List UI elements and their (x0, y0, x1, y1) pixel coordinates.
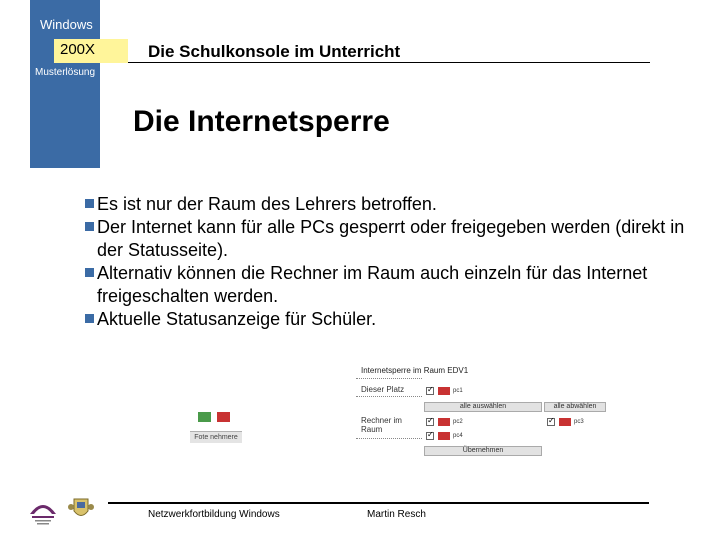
pc4-label: pc4 (453, 433, 463, 439)
bullet-item: Es ist nur der Raum des Lehrers betroffen. (85, 193, 685, 216)
internet-lock-dialog (348, 366, 610, 459)
status-flags (198, 408, 232, 426)
header-title: Die Schulkonsole im Unterricht (148, 42, 401, 61)
subtitle-label: Musterlösung (35, 67, 96, 78)
status-mini-panel (190, 405, 242, 445)
footer-author: Martin Resch (367, 509, 426, 520)
select-all-button[interactable]: alle auswählen (424, 402, 542, 412)
divider (356, 438, 422, 439)
lock-icon (438, 387, 450, 395)
divider (356, 378, 422, 379)
pc1-checkbox[interactable] (426, 387, 434, 395)
os-label: Windows (40, 17, 93, 32)
pc2-label: pc2 (453, 419, 463, 425)
apply-button[interactable]: Übernehmen (424, 446, 542, 456)
row2-label-line2: Raum (361, 425, 383, 434)
internet-on-icon (198, 412, 211, 422)
footer-left-text: Netzwerkfortbildung Windows (148, 509, 280, 520)
page-title: Die Internetsperre (133, 105, 390, 138)
version-badge: 200X (54, 39, 128, 63)
row2-label-line1: Rechner im (361, 416, 402, 425)
dialog-title: Internetsperre im Raum EDV1 (361, 366, 469, 375)
bullet-item: Der Internet kann für alle PCs gesperrt oder freigegeben werden (direkt in der Statusseite). (85, 216, 685, 262)
bullet-list (85, 193, 685, 331)
deselect-all-button[interactable]: alle abwählen (544, 402, 606, 412)
school-logo (26, 496, 60, 526)
internet-off-icon (217, 412, 230, 422)
pc1-label: pc1 (453, 388, 463, 394)
coat-of-arms-logo (66, 496, 96, 522)
bullet-item: Alternativ können die Rechner im Raum auch einzeln für das Internet freigeschalten werden. (85, 262, 685, 308)
status-caption[interactable]: Fote nehmere (190, 431, 242, 443)
pc3-label: pc3 (574, 419, 584, 425)
header-divider (128, 62, 650, 63)
lock-icon (438, 418, 450, 426)
pc2-checkbox[interactable] (426, 418, 434, 426)
pc4-checkbox[interactable] (426, 432, 434, 440)
divider (356, 396, 422, 397)
bullet-item: Aktuelle Statusanzeige für Schüler. (85, 308, 685, 331)
pc3-checkbox[interactable] (547, 418, 555, 426)
footer-divider (108, 502, 649, 504)
lock-icon (559, 418, 571, 426)
row1-label: Dieser Platz (361, 385, 405, 394)
lock-icon (438, 432, 450, 440)
